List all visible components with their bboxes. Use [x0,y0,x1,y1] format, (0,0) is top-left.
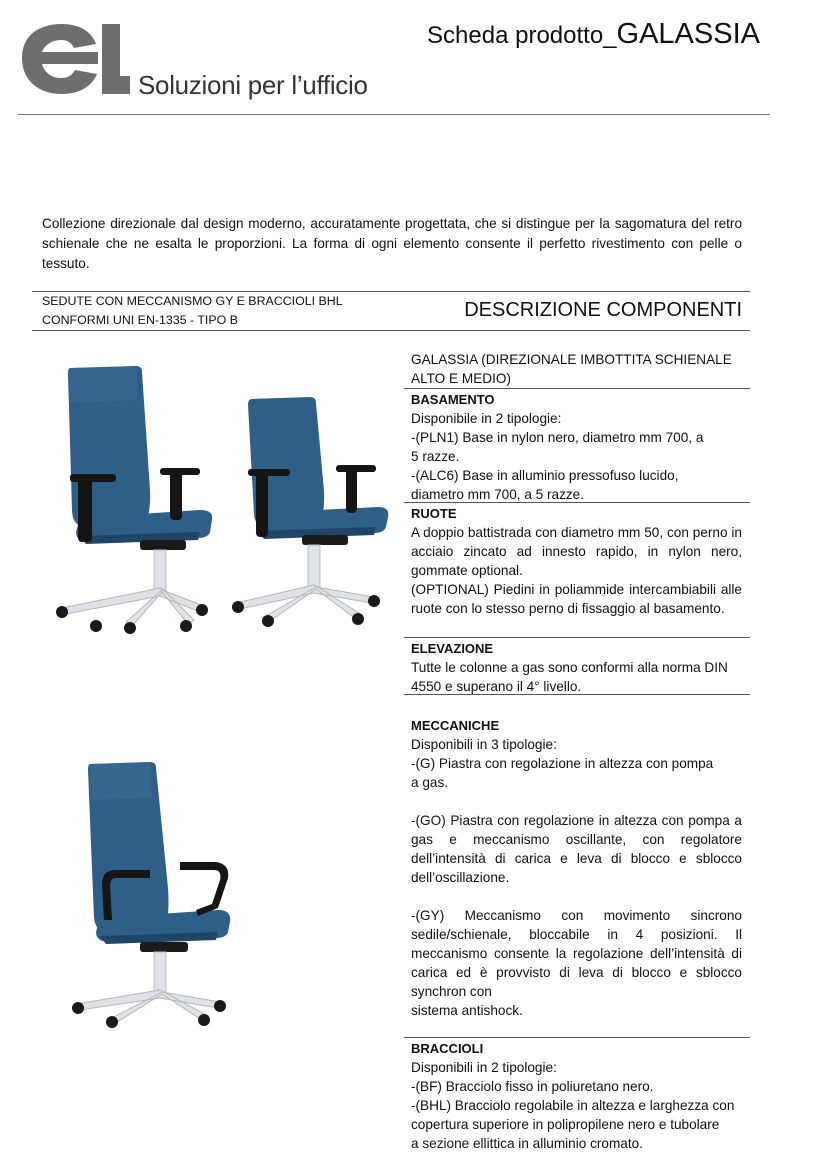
elevazione-title: ELEVAZIONE [411,641,494,656]
seat-spec-line-1: SEDUTE CON MECCANISMO GY E BRACCIOLI BHL [42,294,343,308]
meccaniche-line: sistema antishock. [411,1003,523,1018]
meccaniche-line: a gas. [411,775,449,790]
braccioli-line: -(BHL) Bracciolo regolabile in altezza e larghezza con [411,1098,735,1113]
title-prefix: Scheda prodotto_ [427,22,617,49]
braccioli-line: Disponibili in 2 tipologie: [411,1060,557,1075]
meccaniche-line: -(G) Piastra con regolazione in altezza con pompa [411,756,714,771]
basamento-title: BASAMENTO [411,392,495,407]
meccaniche-section [411,716,742,1020]
braccioli-line: copertura superiore in polipropilene nero e tubolare [411,1117,720,1132]
component-divider [404,637,750,638]
component-divider [404,1037,750,1038]
elevazione-line: Tutte le colonne a gas sono conformi alla norma DIN [411,660,728,675]
basamento-line: -(PLN1) Base in nylon nero, diametro mm 700, a [411,430,704,445]
basamento-line: -(ALC6) Base in alluminio pressofuso lucido, [411,468,679,483]
braccioli-title: BRACCIOLI [411,1041,484,1056]
ruote-optional-paragraph: (OPTIONAL) Piedini in poliammide intercambiabili alle ruote con lo stesso perno di fissaggio al basamento. [411,582,742,616]
ruote-paragraph: A doppio battistrada con diametro mm 50, con perno in acciaio zincato ad innesto rapido, in nylon nero, gommate optional. [411,525,742,578]
chair-image-high-back-fixed-arms [68,758,240,1030]
component-divider [404,694,750,695]
meccaniche-go-paragraph: -(GO) Piastra con regolazione in altezza con pompa a gas e meccanismo oscillante, con regolatore dell’intensità di carica e leva di blocco e sblocco dell’oscillazione. [411,813,742,885]
component-divider [404,388,750,389]
basamento-section [411,390,742,504]
product-heading: GALASSIA (DIREZIONALE IMBOTTITA SCHIENALE ALTO E MEDIO) [411,352,732,386]
meccaniche-title: MECCANICHE [411,718,500,733]
basamento-line: Disponibile in 2 tipologie: [411,411,562,426]
title-product: GALASSIA [616,18,760,50]
seat-spec-line-2: CONFORMI UNI EN-1335 - TIPO B [42,313,238,327]
elevazione-line: 4550 e superano il 4° livello. [411,679,582,694]
chair-image-mid-back-adjustable-arms [228,395,393,630]
elevazione-section [411,639,742,696]
braccioli-section [411,1039,742,1153]
basamento-line: 5 razze. [411,449,460,464]
ruote-title: RUOTE [411,506,457,521]
meccaniche-gy-paragraph: -(GY) Meccanismo con movimento sincrono sedile/schienale, bloccabile in 4 posizioni. Il meccanismo consente la regolazione dell’intensità di carica ed è provvisto di leva di blocco e sblocco synchron con [411,908,742,999]
chair-image-high-back-adjustable-arms [50,360,220,635]
intro-paragraph: Collezione direzionale dal design moderno, accuratamente progettata, che si distingue per la sagomatura del retro schienale che ne esalta le proporzioni. La forma di ogni elemento consente il perfetto rivestimento con pelle o tessuto. [42,216,742,271]
braccioli-line: a sezione ellittica in alluminio cromato. [411,1136,643,1151]
section-bar-top-rule [32,291,750,292]
component-divider [404,502,750,503]
company-tagline: Soluzioni per l’ufficio [138,70,368,100]
basamento-line: diametro mm 700, a 5 razze. [411,487,585,502]
section-heading: DESCRIZIONE COMPONENTI [464,299,742,321]
braccioli-line: -(BF) Bracciolo fisso in poliuretano nero. [411,1079,654,1094]
document-title [427,18,760,51]
header-divider [18,114,770,115]
meccaniche-line: Disponibili in 3 tipologie: [411,737,557,752]
section-bar-bottom-rule [32,330,750,331]
ruote-section [411,504,742,618]
company-logo [18,18,130,96]
